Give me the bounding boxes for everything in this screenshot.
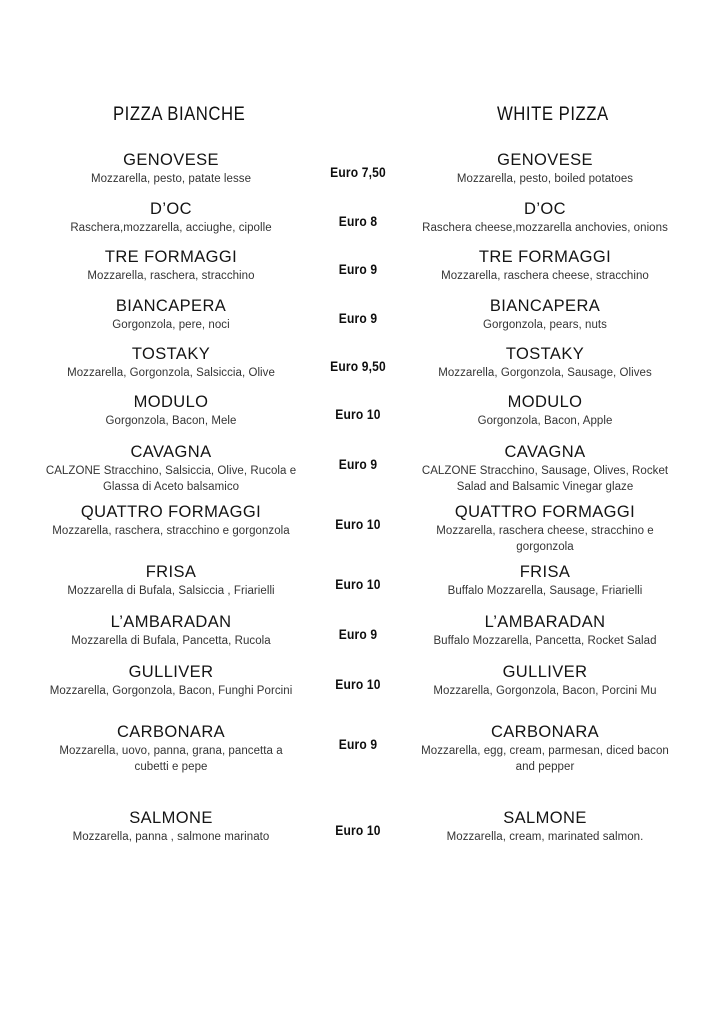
menu-item-price: Euro 10 [335,576,381,592]
menu-item-row [0,442,725,493]
menu-item-english [404,150,686,187]
menu-item-english [404,612,686,649]
menu-item-price-cell [312,576,404,592]
menu-item-price-cell [312,676,404,692]
menu-item-italian [30,247,312,284]
menu-item-price: Euro 9 [338,310,378,326]
menu-item-row [0,662,725,710]
menu-item-price-cell [312,213,404,229]
menu-item-price-cell [312,626,404,642]
menu-item-italian [30,562,312,599]
menu-item-price-cell [312,736,404,752]
menu-item-name-italian: BIANCAPERA [115,297,227,315]
menu-item-name-italian: GENOVESE [123,151,219,169]
menu-item-row [0,392,725,440]
menu-item-description-italian: Gorgonzola, Bacon, Mele [105,415,237,427]
menu-item-description-english: CALZONE Stracchino, Sausage, Olives, Rocket Salad and Balsamic Vinegar glaze [421,465,669,493]
menu-item-name-italian: QUATTRO FORMAGGI [80,503,262,521]
menu-item-italian [30,392,312,429]
menu-item-row [0,502,725,553]
menu-item-price-cell [312,516,404,532]
menu-item-price: Euro 9 [338,626,378,642]
menu-item-name-italian: TRE FORMAGGI [104,248,238,266]
menu-item-row [0,808,725,856]
menu-item-description-english: Mozzarella, Gorgonzola, Bacon, Porcini Mu [433,685,657,697]
menu-item-name-english: L’AMBARADAN [484,613,606,631]
menu-item-price-cell [312,406,404,422]
section-heading-italian: PIZZA BIANCHE [113,104,246,125]
menu-item-price: Euro 9 [338,261,378,277]
menu-item-row [0,247,725,295]
menu-item-italian [30,344,312,381]
menu-item-price: Euro 9,50 [330,358,386,374]
menu-item-english [404,392,686,429]
menu-item-italian [30,502,312,539]
menu-item-name-italian: SALMONE [129,809,213,827]
menu-item-price: Euro 9 [338,736,378,752]
menu-item-name-english: CARBONARA [490,723,600,741]
menu-item-english [404,722,686,775]
menu-item-description-italian: Mozzarella, panna , salmone marinato [72,831,270,843]
menu-item-italian [30,722,312,775]
menu-item-row [0,199,725,247]
menu-item-english [404,344,686,381]
menu-item-price-cell [312,822,404,838]
menu-item-description-english: Mozzarella, Gorgonzola, Sausage, Olives [438,367,652,379]
menu-item-name-italian: L’AMBARADAN [110,613,232,631]
menu-item-description-italian: Mozzarella, uovo, panna, grana, pancetta a cubetti e pepe [59,745,283,773]
menu-item-description-italian: Mozzarella, pesto, patate lesse [90,173,252,185]
menu-item-description-italian: Mozzarella di Bufala, Pancetta, Rucola [71,635,271,647]
menu-item-description-italian: Mozzarella, raschera, stracchino [87,270,255,282]
menu-item-italian [30,150,312,187]
menu-item-italian [30,662,312,699]
menu-item-price: Euro 9 [338,456,378,472]
menu-item-row [0,150,725,198]
menu-item-name-english: TRE FORMAGGI [478,248,612,266]
menu-item-english [404,502,686,555]
menu-item-name-english: GULLIVER [502,663,588,681]
menu-item-price: Euro 7,50 [330,164,386,180]
menu-item-name-italian: FRISA [145,563,197,581]
menu-item-price: Euro 8 [338,213,378,229]
menu-item-price-cell [312,456,404,472]
menu-item-description-english: Buffalo Mozzarella, Sausage, Friarielli [447,585,643,597]
menu-item-name-italian: CAVAGNA [130,443,212,461]
menu-item-name-italian: TOSTAKY [131,345,211,363]
menu-item-english [404,662,686,699]
menu-item-english [404,296,686,333]
menu-item-name-italian: D’OC [150,200,192,218]
menu-item-english [404,562,686,599]
menu-item-description-italian: Mozzarella, raschera, stracchino e gorgonzola [52,525,290,537]
menu-item-description-italian: Mozzarella, Gorgonzola, Salsiccia, Olive [67,367,275,379]
menu-item-english [404,247,686,284]
menu-item-name-italian: CARBONARA [116,723,226,741]
menu-item-price: Euro 10 [335,822,381,838]
menu-item-description-english: Mozzarella, egg, cream, parmesan, diced bacon and pepper [421,745,669,773]
menu-item-name-english: GENOVESE [497,151,593,169]
menu-item-price: Euro 10 [335,406,381,422]
menu-item-description-italian: CALZONE Stracchino, Salsiccia, Olive, Rucola e Glassa di Aceto balsamico [45,465,297,493]
section-heading-english: WHITE PIZZA [497,104,609,125]
menu-item-description-english: Gorgonzola, Bacon, Apple [477,415,613,427]
menu-item-english [404,442,686,495]
menu-item-description-english: Mozzarella, raschera cheese, stracchino [441,270,649,282]
menu-item-italian [30,442,312,495]
menu-item-name-english: SALMONE [503,809,587,827]
menu-item-italian [30,199,312,236]
menu-item-row [0,344,725,392]
menu-item-name-english: MODULO [507,393,583,411]
menu-item-name-english: BIANCAPERA [489,297,601,315]
menu-item-price: Euro 10 [335,676,381,692]
menu-item-description-italian: Gorgonzola, pere, noci [112,319,230,331]
menu-item-italian [30,296,312,333]
menu-item-description-english: Mozzarella, pesto, boiled potatoes [456,173,634,185]
menu-item-english [404,808,686,845]
menu-item-row [0,722,725,773]
menu-item-price-cell [312,164,404,180]
menu-item-description-italian: Raschera,mozzarella, acciughe, cipolle [70,222,272,234]
menu-item-italian [30,808,312,845]
menu-item-name-english: TOSTAKY [505,345,585,363]
menu-item-name-italian: GULLIVER [128,663,214,681]
menu-items-list [0,150,725,856]
menu-item-row [0,562,725,610]
menu-item-name-english: QUATTRO FORMAGGI [454,503,636,521]
menu-item-row [0,296,725,344]
menu-item-name-english: FRISA [519,563,571,581]
menu-item-description-english: Buffalo Mozzarella, Pancetta, Rocket Salad [433,635,657,647]
menu-item-name-italian: MODULO [133,393,209,411]
menu-section-headers [0,104,725,134]
menu-item-description-english: Gorgonzola, pears, nuts [483,319,607,331]
menu-item-name-english: D’OC [524,200,566,218]
menu-item-description-italian: Mozzarella di Bufala, Salsiccia , Friarielli [67,585,275,597]
menu-item-price-cell [312,358,404,374]
menu-item-price-cell [312,261,404,277]
menu-item-description-english: Mozzarella, raschera cheese, stracchino e gorgonzola [436,525,654,553]
menu-item-row [0,612,725,660]
menu-item-price-cell [312,310,404,326]
menu-item-price: Euro 10 [335,516,381,532]
menu-item-name-english: CAVAGNA [504,443,586,461]
menu-item-english [404,199,686,236]
menu-item-description-english: Raschera cheese,mozzarella anchovies, onions [422,222,668,234]
menu-item-description-english: Mozzarella, cream, marinated salmon. [446,831,644,843]
menu-item-description-italian: Mozzarella, Gorgonzola, Bacon, Funghi Porcini [49,685,293,697]
menu-item-italian [30,612,312,649]
